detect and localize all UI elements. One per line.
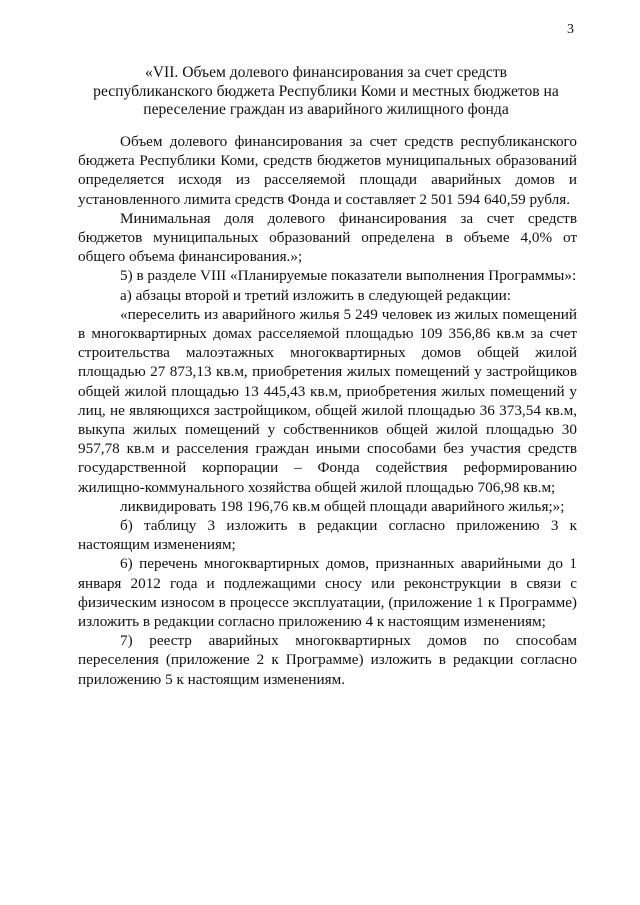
- paragraph: б) таблицу 3 изложить в редакции согласно приложению 3 к настоящим изменениям;: [78, 517, 577, 554]
- paragraph: «переселить из аварийного жилья 5 249 человек из жилых помещений в многоквартирных домах расселяемой площадью 109 356,86 кв.м за счет строительства малоэтажных многоквартирных домов общей жилой площадью 27 873,13 кв.м, приобретения жилых помещений у застройщиков общей жилой площадью 13 445,43 кв.м, приобретения жилых помещений у лиц, не являющихся застройщиком, общей жилой площадью 36 373,54 кв.м, выкупа жилых помещений у собственников общей жилой площадью 30 957,78 кв.м и расселения граждан иными способами без участия средств государственной корпорации – Фонда содействия реформированию жилищно-коммунального хозяйства общей жилой площадью 706,98 кв.м;: [78, 305, 577, 496]
- paragraph: 7) реестр аварийных многоквартирных домов по способам переселения (приложение 2 к Программе) изложить в редакции согласно приложению 5 к настоящим изменениям.: [78, 632, 577, 688]
- heading-line: переселение граждан из аварийного жилищного фонда: [143, 101, 509, 119]
- paragraph: Минимальная доля долевого финансирования за счет средств бюджетов муниципальных образований определена в объеме 4,0% от общего объема финансирования.»;: [78, 209, 577, 266]
- document-body: [78, 132, 577, 689]
- heading-line: республиканского бюджета Республики Коми и местных бюджетов на: [93, 82, 559, 100]
- page-number: 3: [567, 22, 574, 37]
- paragraph: а) абзацы второй и третий изложить в следующей редакции:: [120, 286, 511, 304]
- paragraph: ликвидировать 198 196,76 кв.м общей площади аварийного жилья;»;: [120, 497, 565, 515]
- paragraph: 6) перечень многоквартирных домов, признанных аварийными до 1 января 2012 года и подлежащими сносу или реконструкции в связи с физическим износом в процессе эксплуатации, (приложение 1 к Программе) изложить в редакции согласно приложению 4 к настоящим изменениям;: [78, 555, 577, 631]
- paragraph: 5) в разделе VIII «Планируемые показатели выполнения Программы»:: [120, 267, 577, 285]
- paragraph: Объем долевого финансирования за счет средств республиканского бюджета Республики Коми, средств бюджетов муниципальных образований определяется исходя из расселяемой площади аварийных домов и установленного лимита средств Фонда и составляет 2 501 594 640,59 рубля.: [78, 133, 577, 208]
- heading-line: «VII. Объем долевого финансирования за счет средств: [144, 64, 508, 81]
- section-heading: [86, 64, 566, 120]
